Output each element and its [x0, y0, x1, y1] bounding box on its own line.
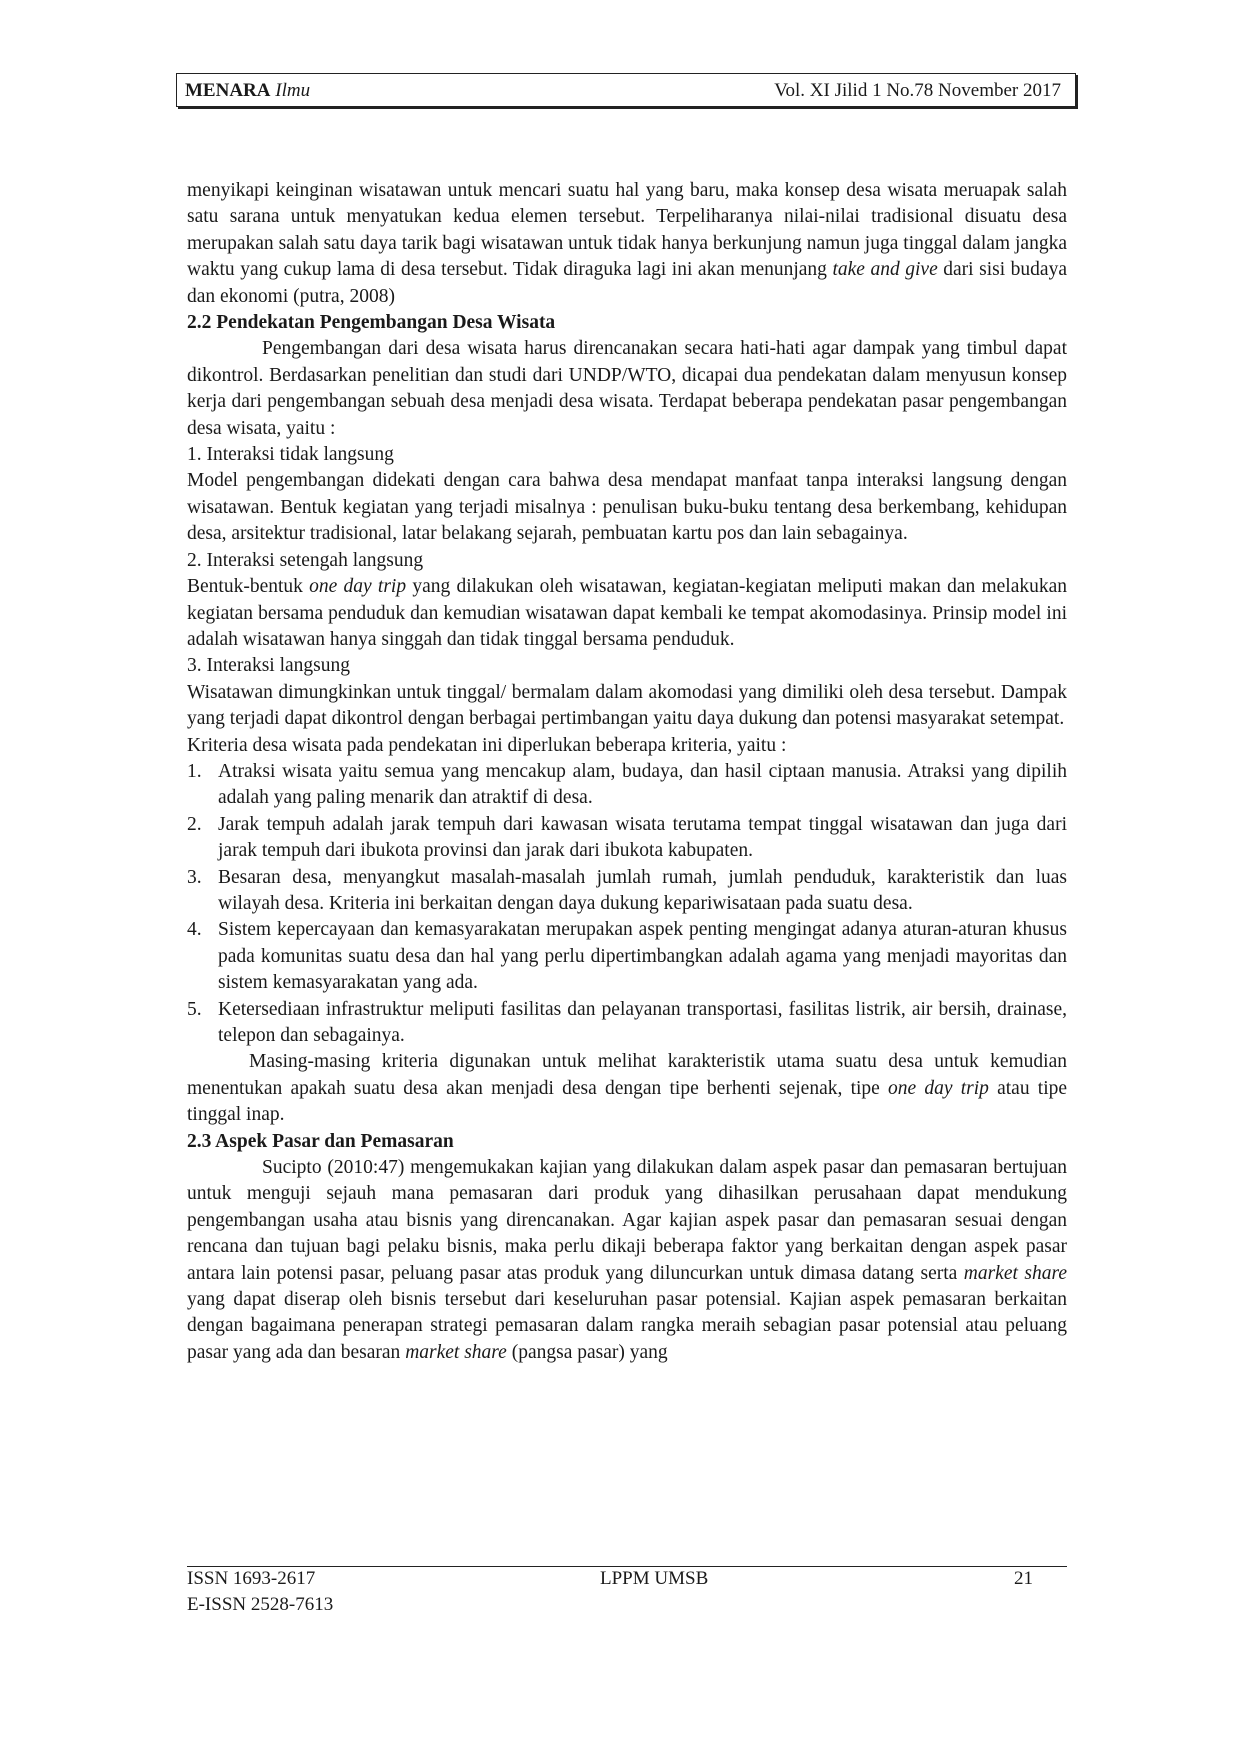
footer-divider: [187, 1566, 1067, 1567]
criteria-summary-text: Masing-masing kriteria digunakan untuk melihat karakteristik utama suatu desa untuk kemudian menentukan apakah suatu desa akan menjadi desa dengan tipe berhenti sejenak, tipe: [187, 1051, 1067, 1099]
page-number: 21: [1014, 1568, 1033, 1589]
approach-2-italic: one day trip: [309, 576, 407, 598]
approach-3-title: 3. Interaksi langsung: [187, 655, 351, 677]
footer-eissn: E-ISSN 2528-7613: [187, 1594, 334, 1615]
journal-name-bold: MENARA: [185, 80, 271, 101]
criteria-number: 1.: [187, 760, 202, 782]
market-share-italic: market share: [405, 1341, 507, 1363]
journal-name-italic: Ilmu: [275, 80, 311, 101]
intro-text: menyikapi keinginan wisatawan untuk mencari suatu hal yang baru, maka konsep desa wisata meruapak salah satu sarana untuk menyatukan kedua elemen tersebut. Terpeliharanya nilai-nilai tradisional disuatu desa merupakan salah satu daya tarik bagi wisatawan untuk tidak hanya berkunjung namun juga tinggal dalam jangka waktu yang cukup lama di desa tersebut. Tidak diraguka lagi ini akan menunjang: [187, 180, 1067, 281]
intro-text-end: dari sisi budaya dan ekonomi (putra, 2008): [187, 259, 1067, 307]
criteria-summary: [187, 1049, 1067, 1128]
criteria-text: Sistem kepercayaan dan kemasyarakatan merupakan aspek penting mengingat adanya aturan-aturan khusus pada komunitas suatu desa dan hal yang perlu dipertimbangkan adalah agama yang menjadi mayoritas dan sistem kemasyarakatan yang ada.: [218, 919, 1067, 994]
criteria-item: [187, 759, 1067, 812]
section-2-3-paragraph: [187, 1155, 1067, 1366]
criteria-text: Atraksi wisata yaitu semua yang mencakup alam, budaya, dan hasil ciptaan manusia. Atraksi yang dipilih adalah yang paling menarik dan atraktif di desa.: [218, 760, 1067, 809]
criteria-text: Ketersediaan infrastruktur meliputi fasilitas dan pelayanan transportasi, fasilitas listrik, air bersih, drainase, telepon dan sebagainya.: [218, 998, 1067, 1046]
approach-1-body: Model pengembangan didekati dengan cara bahwa desa mendapat manfaat tanpa interaksi langsung dengan wisatawan. Bentuk kegiatan yang terjadi misalnya : penulisan buku-buku tentang desa berkembang, kehidupan desa, arsitektur tradisional, latar belakang sejarah, pembuatan kartu pos dan lain sebagainya.: [187, 470, 1067, 545]
criteria-intro: Kriteria desa wisata pada pendekatan ini diperlukan beberapa kriteria, yaitu :: [187, 734, 787, 756]
page-body: [187, 178, 1067, 1366]
approach-2-body: [187, 574, 1067, 653]
section-2-3-text-end: (pangsa pasar) yang: [506, 1341, 668, 1363]
section-2-2-paragraph: Pengembangan dari desa wisata harus direncanakan secara hati-hati agar dampak yang timbul dapat dikontrol. Berdasarkan penelitian dan studi dari UNDP/WTO, dicapai dua pendekatan dalam menyusun konsep kerja dari pengembangan sebuah desa menjadi desa wisata. Terdapat beberapa pendekatan pasar pengembangan desa wisata, yaitu :: [187, 338, 1067, 439]
criteria-number: 3.: [187, 866, 202, 888]
criteria-number: 4.: [187, 919, 202, 941]
criteria-summary-italic: one day trip: [888, 1077, 989, 1099]
criteria-item: [187, 812, 1067, 865]
approach-1-title: 1. Interaksi tidak langsung: [187, 444, 394, 466]
section-heading-2-2: 2.2 Pendekatan Pengembangan Desa Wisata: [187, 312, 556, 334]
criteria-text: Besaran desa, menyangkut masalah-masalah jumlah rumah, jumlah penduduk, karakteristik dan luas wilayah desa. Kriteria ini berkaitan dengan daya dukung kepariwisataan pada suatu desa.: [218, 866, 1067, 914]
approach-2-text-end: yang dilakukan oleh wisatawan, kegiatan-kegiatan meliputi makan dan melakukan kegiatan bersama penduduk dan kemudian wisatawan dapat kembali ke tempat akomodasinya. Prinsip model ini adalah wisatawan hanya singgah dan tidak tinggal bersama penduduk.: [187, 576, 1068, 650]
criteria-number: 2.: [187, 813, 202, 835]
section-heading-2-3: 2.3 Aspek Pasar dan Pemasaran: [187, 1130, 454, 1152]
approach-3-body: Wisatawan dimungkinkan untuk tinggal/ bermalam dalam akomodasi yang dimiliki oleh desa tersebut. Dampak yang terjadi dapat dikontrol dengan berbagai pertimbangan yaitu daya dukung dan potensi masyarakat setempat.: [187, 681, 1067, 730]
approach-2-text: Bentuk-bentuk: [187, 576, 310, 598]
criteria-text: Jarak tempuh adalah jarak tempuh dari kawasan wisata terutama tempat tinggal wisatawan dan juga dari jarak tempuh dari ibukota provinsi dan jarak dari ibukota kabupaten.: [218, 813, 1067, 862]
intro-italic: take and give: [832, 259, 938, 281]
criteria-number: 5.: [187, 998, 202, 1020]
criteria-item: [187, 917, 1067, 996]
journal-volume: Vol. XI Jilid 1 No.78 November 2017: [774, 80, 1061, 101]
footer-publisher: LPPM UMSB: [600, 1568, 709, 1589]
running-header: [176, 73, 1076, 107]
criteria-item: [187, 997, 1067, 1050]
approach-2-title: 2. Interaksi setengah langsung: [187, 549, 424, 571]
footer-issn: ISSN 1693-2617: [187, 1568, 316, 1589]
section-2-3-text-mid: yang dapat diserap oleh bisnis tersebut dari keseluruhan pasar potensial. Kajian aspek pemasaran berkaitan dengan bagaimana penerapan strategi pemasaran dalam rangka meraih sebagian pasar potensial atau peluang pasar yang ada dan besaran: [187, 1289, 1067, 1363]
criteria-summary-text-end: atau tipe tinggal inap.: [187, 1077, 1068, 1126]
market-share-italic: market share: [963, 1262, 1067, 1284]
intro-paragraph: [187, 178, 1067, 310]
section-2-3-text: Sucipto (2010:47) mengemukakan kajian yang dilakukan dalam aspek pasar dan pemasaran bertujuan untuk menguji sejauh mana pemasaran dari produk yang dihasilkan perusahaan dapat mendukung pengembangan usaha atau bisnis yang direncanakan. Agar kajian aspek pasar dan pemasaran sesuai dengan rencana dan tujuan bagi pelaku bisnis, maka perlu dikaji beberapa faktor yang berkaitan dengan aspek pasar antara lain potensi pasar, peluang pasar atas produk yang diluncurkan untuk dimasa datang serta: [187, 1157, 1067, 1284]
criteria-item: [187, 865, 1067, 918]
journal-name: [185, 80, 310, 102]
